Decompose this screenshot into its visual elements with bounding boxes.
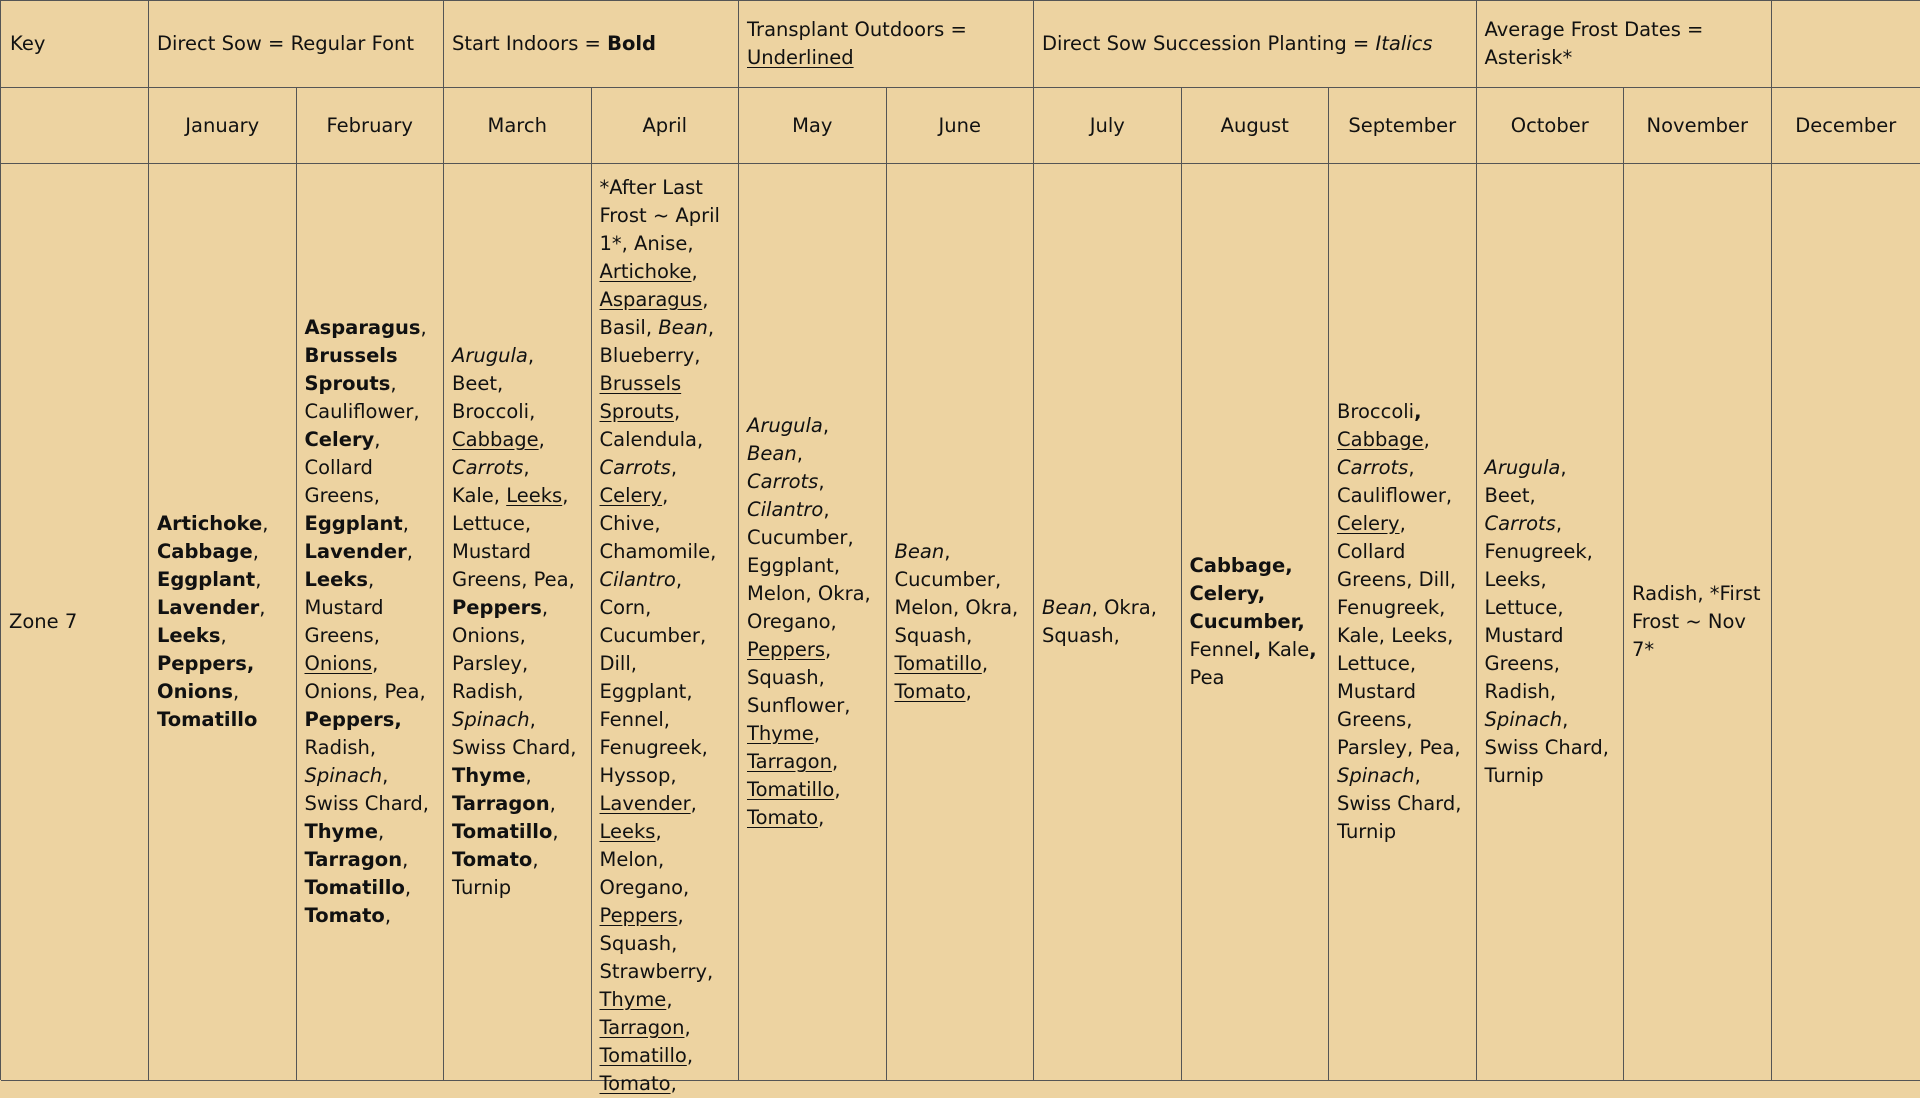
transplant-plant: Celery — [1337, 512, 1400, 535]
direct-sow-text: , Chive, Chamomile, — [600, 484, 717, 563]
planting-list — [895, 538, 1026, 706]
direct-sow-text: , Swiss Chard, — [305, 764, 429, 815]
direct-sow-text: , — [818, 470, 824, 493]
succession-plant: Arugula — [747, 414, 823, 437]
key-succession — [1042, 30, 1433, 58]
start-indoors-plant: Tomatillo — [157, 708, 257, 731]
succession-plant: Cilantro — [747, 498, 823, 521]
month-header: November — [1624, 88, 1772, 164]
key-transplant-prefix: Transplant Outdoors = — [747, 18, 967, 41]
succession-plant: Spinach — [1485, 708, 1563, 731]
start-indoors-plant: , — [1414, 400, 1421, 423]
start-indoors-plant: Asparagus — [305, 316, 421, 339]
direct-sow-text: , — [687, 1044, 693, 1067]
start-indoors-plant: Peppers, — [157, 652, 254, 675]
key-direct-sow-cell — [149, 1, 444, 88]
succession-plant: Bean — [747, 442, 797, 465]
direct-sow-text: , Squash, Sunflower, — [747, 638, 850, 717]
start-indoors-plant: Peppers, — [305, 708, 402, 731]
transplant-plant: Thyme — [600, 988, 667, 1011]
direct-sow-text: , Melon, Oregano, — [600, 820, 690, 899]
start-indoors-plant: Eggplant — [157, 568, 255, 591]
direct-sow-text: , — [982, 652, 988, 675]
planting-list — [600, 174, 731, 1098]
start-indoors-plant: Cabbage, Celery, Cucumber, — [1190, 554, 1305, 633]
direct-sow-text: , — [262, 512, 268, 535]
direct-sow-text: , Collard Greens, — [305, 428, 381, 507]
direct-sow-text: , — [403, 512, 409, 535]
planting-cell-august — [1182, 164, 1330, 1081]
transplant-plant: Brussels Sprouts — [600, 372, 682, 423]
start-indoors-plant: Lavender — [157, 596, 259, 619]
planting-cell-july — [1034, 164, 1182, 1081]
month-header: June — [887, 88, 1035, 164]
direct-sow-text: , Cauliflower, — [1337, 456, 1452, 507]
month-header: October — [1477, 88, 1625, 164]
direct-sow-text: , Fenugreek, Leeks, Lettuce, Mustard Greens, Radish, — [1485, 512, 1593, 703]
start-indoors-plant: Thyme — [305, 820, 378, 843]
direct-sow-text: , — [255, 568, 261, 591]
zone-label-cell — [1, 164, 149, 1081]
direct-sow-text: , Squash, Strawberry, — [600, 904, 714, 983]
transplant-plant: Tomatillo — [600, 1044, 687, 1067]
direct-sow-text: , — [818, 806, 824, 829]
transplant-plant: Tomato — [895, 680, 966, 703]
direct-sow-text: , — [814, 722, 820, 745]
key-succession-prefix: Direct Sow Succession Planting = — [1042, 32, 1375, 55]
direct-sow-text: , Collard Greens, Dill, Fenugreek, Kale, Leeks, Lettuce, Mustard Greens, Parsley, Pea, — [1337, 512, 1461, 759]
planting-cell-may — [739, 164, 887, 1081]
zone-label: Zone 7 — [9, 608, 77, 636]
direct-sow-text: , — [385, 904, 391, 927]
planting-cell-june — [887, 164, 1035, 1081]
start-indoors-plant: Cabbage — [157, 540, 253, 563]
direct-sow-text: , — [259, 596, 265, 619]
planting-cell-march — [444, 164, 592, 1081]
succession-plant: Carrots — [600, 456, 671, 479]
succession-plant: Cilantro — [600, 568, 676, 591]
direct-sow-text: , Okra, Squash, — [1042, 596, 1157, 647]
direct-sow-text: , Basil, — [600, 288, 709, 339]
transplant-plant: Asparagus — [600, 288, 703, 311]
succession-plant: Arugula — [1485, 456, 1561, 479]
month-header: May — [739, 88, 887, 164]
direct-sow-text: , — [832, 750, 838, 773]
direct-sow-text: , Mustard Greens, — [305, 568, 384, 647]
transplant-plant: Leeks — [600, 820, 656, 843]
start-indoors-plant: Onions — [157, 680, 233, 703]
direct-sow-text: , — [1424, 428, 1430, 451]
key-transplant — [747, 16, 967, 72]
transplant-plant: Thyme — [747, 722, 814, 745]
start-indoors-plant: Tomatillo — [305, 876, 405, 899]
succession-plant: Carrots — [1485, 512, 1556, 535]
direct-sow-text: , — [834, 778, 840, 801]
transplant-plant: Tomatillo — [747, 778, 834, 801]
start-indoors-plant: Tomato — [305, 904, 385, 927]
key-start-indoors-style: Bold — [607, 32, 656, 55]
direct-sow-text: , Kale, — [452, 456, 530, 507]
planting-list — [1337, 398, 1468, 846]
succession-plant: Carrots — [747, 470, 818, 493]
start-indoors-plant: Peppers — [452, 596, 542, 619]
planting-list — [747, 412, 878, 832]
planting-cell-january — [149, 164, 297, 1081]
start-indoors-plant: , — [1309, 638, 1316, 661]
key-label: Key — [10, 30, 45, 58]
key-label-cell — [1, 1, 149, 88]
start-indoors-plant: Tomatillo — [452, 820, 552, 843]
succession-plant: Arugula — [452, 344, 528, 367]
succession-plant: Spinach — [1337, 764, 1415, 787]
direct-sow-text: , Blueberry, — [600, 316, 715, 367]
start-indoors-plant: Leeks — [157, 624, 220, 647]
planting-list — [1632, 580, 1763, 664]
planting-cell-november — [1624, 164, 1772, 1081]
transplant-plant: Tomato — [747, 806, 818, 829]
succession-plant: Spinach — [305, 764, 383, 787]
direct-sow-text: , Swiss Chard, Turnip — [1485, 708, 1609, 787]
direct-sow-text: , Lettuce, Mustard Greens, Pea, — [452, 484, 575, 591]
direct-sow-text: , — [402, 848, 408, 871]
direct-sow-text: , Cucumber, Eggplant, Melon, Okra, Oregano, — [747, 498, 871, 633]
planting-list — [305, 314, 436, 930]
key-direct-sow: Direct Sow = Regular Font — [157, 30, 414, 58]
direct-sow-text: , — [378, 820, 384, 843]
direct-sow-text: , — [220, 624, 226, 647]
transplant-plant: Tomatillo — [895, 652, 982, 675]
direct-sow-text: Radish, — [305, 736, 377, 759]
transplant-plant: Celery — [600, 484, 663, 507]
start-indoors-plant: Thyme — [452, 764, 525, 787]
direct-sow-text: , — [539, 428, 545, 451]
transplant-plant: Peppers — [600, 904, 678, 927]
transplant-plant: Tarragon — [600, 1016, 685, 1039]
direct-sow-text: , Onions, Parsley, Radish, — [452, 596, 548, 703]
start-indoors-plant: Leeks — [305, 568, 368, 591]
direct-sow-text: , Onions, Pea, — [305, 652, 426, 703]
planting-cell-april — [592, 164, 740, 1081]
start-indoors-plant: Tarragon — [452, 792, 550, 815]
direct-sow-text: , — [666, 988, 672, 1011]
direct-sow-text: , Swiss Chard, — [452, 708, 576, 759]
direct-sow-text: , Calendula, — [600, 400, 704, 451]
month-header: December — [1772, 88, 1920, 164]
transplant-plant: Tarragon — [747, 750, 832, 773]
month-header: January — [149, 88, 297, 164]
direct-sow-text: , — [691, 792, 697, 815]
direct-sow-text: , — [671, 1072, 677, 1095]
succession-plant: Bean — [658, 316, 708, 339]
direct-sow-text: , — [407, 540, 413, 563]
direct-sow-text: , Swiss Chard, Turnip — [1337, 764, 1461, 843]
planting-cell-october — [1477, 164, 1625, 1081]
direct-sow-text: , — [525, 764, 531, 787]
month-header: September — [1329, 88, 1477, 164]
direct-sow-text: , — [966, 680, 972, 703]
direct-sow-text: , — [550, 792, 556, 815]
month-header: March — [444, 88, 592, 164]
key-transplant-cell — [739, 1, 1034, 88]
direct-sow-text: , — [233, 680, 239, 703]
direct-sow-text: , Cauliflower, — [305, 372, 420, 423]
planting-list — [452, 342, 583, 902]
planting-list — [1042, 594, 1173, 650]
succession-plant: Bean — [1042, 596, 1092, 619]
direct-sow-text: Kale — [1261, 638, 1309, 661]
key-transplant-style: Underlined — [747, 46, 854, 69]
direct-sow-text: Broccoli — [1337, 400, 1414, 423]
direct-sow-text: , — [253, 540, 259, 563]
transplant-plant: Artichoke — [600, 260, 692, 283]
direct-sow-text: Fennel — [1190, 638, 1254, 661]
direct-sow-text: , Cucumber, Melon, Okra, Squash, — [895, 540, 1019, 647]
direct-sow-text: , — [823, 414, 829, 437]
planting-cell-february — [297, 164, 445, 1081]
key-frost-dates-cell — [1477, 1, 1772, 88]
start-indoors-plant: Tomato — [452, 848, 532, 871]
direct-sow-text: , Corn, Cucumber, Dill, Eggplant, Fennel, Fenugreek, Hyssop, — [600, 568, 708, 787]
transplant-plant: Peppers — [747, 638, 825, 661]
direct-sow-text: Pea — [1190, 666, 1225, 689]
transplant-plant: Lavender — [600, 792, 691, 815]
direct-sow-text: , Turnip — [452, 848, 539, 899]
key-frost-dates: Average Frost Dates = Asterisk* — [1485, 16, 1715, 72]
key-succession-cell — [1034, 1, 1477, 88]
transplant-plant: Cabbage — [452, 428, 539, 451]
direct-sow-text: , Beet, Broccoli, — [452, 344, 535, 423]
start-indoors-plant: Artichoke — [157, 512, 262, 535]
succession-plant: Carrots — [452, 456, 523, 479]
succession-plant: Bean — [895, 540, 945, 563]
start-indoors-plant: , — [1254, 638, 1261, 661]
planting-list — [1485, 454, 1616, 790]
planting-cell-september — [1329, 164, 1477, 1081]
start-indoors-plant: Brussels Sprouts — [305, 344, 398, 395]
direct-sow-text: , — [671, 456, 677, 479]
transplant-plant: Cabbage — [1337, 428, 1424, 451]
start-indoors-plant: Celery — [305, 428, 375, 451]
month-header: July — [1034, 88, 1182, 164]
direct-sow-text: , — [797, 442, 803, 465]
direct-sow-text: , Beet, — [1485, 456, 1567, 507]
month-header: August — [1182, 88, 1330, 164]
planting-cell-december — [1772, 164, 1920, 1081]
key-succession-style: Italics — [1375, 32, 1432, 55]
direct-sow-text: Radish, *First Frost ~ Nov 7* — [1632, 582, 1761, 661]
direct-sow-text: , — [421, 316, 427, 339]
start-indoors-plant: Tarragon — [305, 848, 403, 871]
direct-sow-text: , — [684, 1016, 690, 1039]
direct-sow-text: , — [405, 876, 411, 899]
transplant-plant: Onions — [305, 652, 373, 675]
start-indoors-plant: Eggplant — [305, 512, 403, 535]
planting-list — [157, 510, 288, 734]
key-start-indoors-cell — [444, 1, 739, 88]
month-header-blank — [1, 88, 149, 164]
succession-plant: Spinach — [452, 708, 530, 731]
key-empty-cell — [1772, 1, 1920, 88]
key-start-indoors-prefix: Start Indoors = — [452, 32, 607, 55]
transplant-plant: Tomato — [600, 1072, 671, 1095]
planting-list — [1190, 552, 1321, 692]
key-start-indoors — [452, 30, 656, 58]
direct-sow-text: , — [552, 820, 558, 843]
direct-sow-text: , — [692, 260, 698, 283]
succession-plant: Carrots — [1337, 456, 1408, 479]
month-header: April — [592, 88, 740, 164]
month-header: February — [297, 88, 445, 164]
transplant-plant: Leeks — [506, 484, 562, 507]
start-indoors-plant: Lavender — [305, 540, 407, 563]
direct-sow-text: *After Last Frost ~ April 1*, Anise, — [600, 176, 720, 255]
